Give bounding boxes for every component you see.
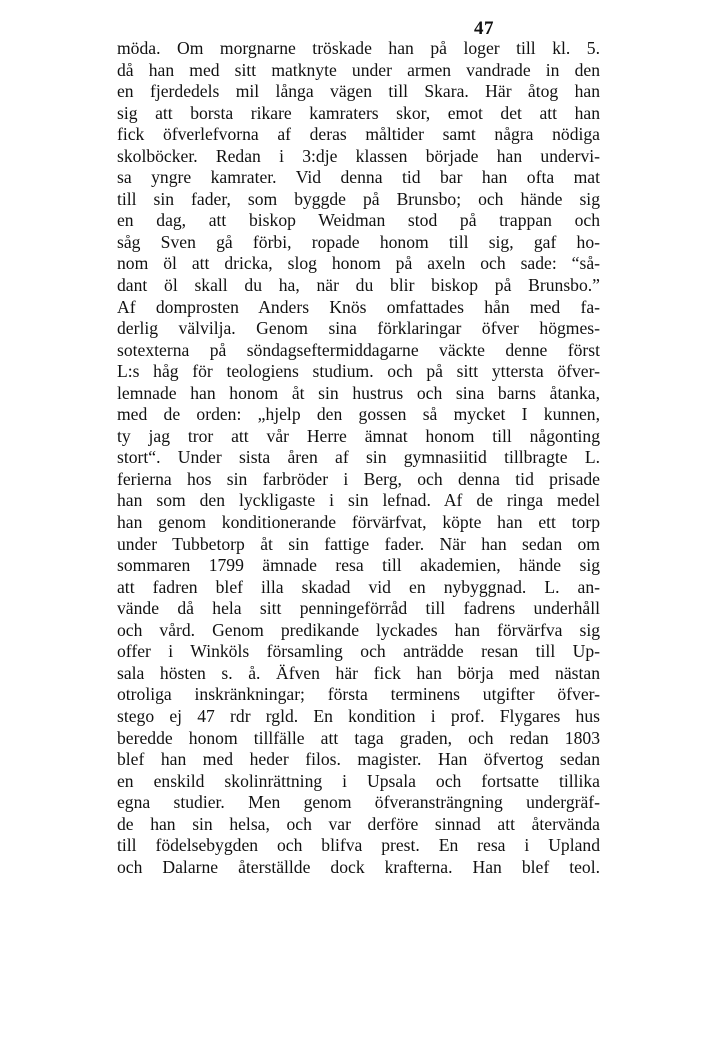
- text-line: derlig välvilja. Genom sina förklaringar öfver högmes-: [117, 318, 600, 339]
- text-line: sa yngre kamrater. Vid denna tid bar han ofta mat: [117, 167, 600, 188]
- text-line: under Tubbetorp åt sin fattige fader. När han sedan om: [117, 533, 600, 554]
- text-line: blef han med heder filos. magister. Han öfvertog sedan: [117, 749, 600, 770]
- text-line: otroliga inskränkningar; första terminens utgifter öfver-: [117, 684, 600, 705]
- text-line: då han med sitt matknyte under armen vandrade in den: [117, 59, 600, 80]
- text-line: beredde honom tillfälle att taga graden, och redan 1803: [117, 727, 600, 748]
- text-line: en dag, att biskop Weidman stod på trappan och: [117, 210, 600, 231]
- text-line: offer i Winköls församling och anträdde resan till Up-: [117, 641, 600, 662]
- text-line: till sin fader, som byggde på Brunsbo; och hände sig: [117, 188, 600, 209]
- text-line: såg Sven gå förbi, ropade honom till sig, gaf ho-: [117, 231, 600, 252]
- text-line: sotexterna på söndagseftermiddagarne väckte denne först: [117, 339, 600, 360]
- text-line: en enskild skolinrättning i Upsala och fortsatte tillika: [117, 770, 600, 791]
- text-line: ferierna hos sin farbröder i Berg, och denna tid prisade: [117, 468, 600, 489]
- text-line: sala hösten s. å. Äfven här fick han börja med nästan: [117, 662, 600, 683]
- body-text: [117, 38, 600, 878]
- text-line: att fadren blef illa skadad vid en nybyggnad. L. an-: [117, 576, 600, 597]
- page-number: 47: [474, 18, 494, 39]
- text-line: han genom konditionerande förvärfvat, köpte han ett torp: [117, 512, 600, 533]
- text-line: dant öl skall du ha, när du blir biskop på Brunsbo.”: [117, 275, 600, 296]
- text-line: Af domprosten Anders Knös omfattades hån med fa-: [117, 296, 600, 317]
- text-line: stort“. Under sista åren af sin gymnasiitid tillbragte L.: [117, 447, 600, 468]
- text-line: egna studier. Men genom öfveransträngning undergräf-: [117, 792, 600, 813]
- text-line: en fjerdedels mil långa vägen till Skara. Här åtog han: [117, 81, 600, 102]
- text-line: vände då hela sitt penningeförråd till fadrens underhåll: [117, 598, 600, 619]
- text-line: skolböcker. Redan i 3:dje klassen började han undervi-: [117, 145, 600, 166]
- text-line: fick öfverlefvorna af deras måltider samt några nödiga: [117, 124, 600, 145]
- text-line: och vård. Genom predikande lyckades han förvärfva sig: [117, 619, 600, 640]
- text-line: han som den lyckligaste i sin lefnad. Af de ringa medel: [117, 490, 600, 511]
- text-line: sig att borsta rikare kamraters skor, emot det att han: [117, 102, 600, 123]
- text-line: stego ej 47 rdr rgld. En kondition i prof. Flygares hus: [117, 705, 600, 726]
- text-line: till födelsebygden och blifva prest. En resa i Upland: [117, 835, 600, 856]
- text-line: nom öl att dricka, slog honom på axeln och sade: “så-: [117, 253, 600, 274]
- text-line: med de orden: „hjelp den gossen så mycket I kunnen,: [117, 404, 600, 425]
- text-line: de han sin helsa, och var derföre sinnad att återvända: [117, 813, 600, 834]
- text-line: lemnade han honom åt sin hustrus och sina barns åtanka,: [117, 382, 600, 403]
- text-line: ty jag tror att vår Herre ämnat honom till någonting: [117, 425, 600, 446]
- text-line: möda. Om morgnarne tröskade han på loger till kl. 5.: [117, 38, 600, 58]
- text-line: och Dalarne återställde dock krafterna. Han blef teol.: [117, 856, 600, 877]
- text-line: sommaren 1799 ämnade resa till akademien, hände sig: [117, 555, 600, 576]
- text-line: L:s håg för teologiens studium. och på sitt yttersta öfver-: [117, 361, 600, 382]
